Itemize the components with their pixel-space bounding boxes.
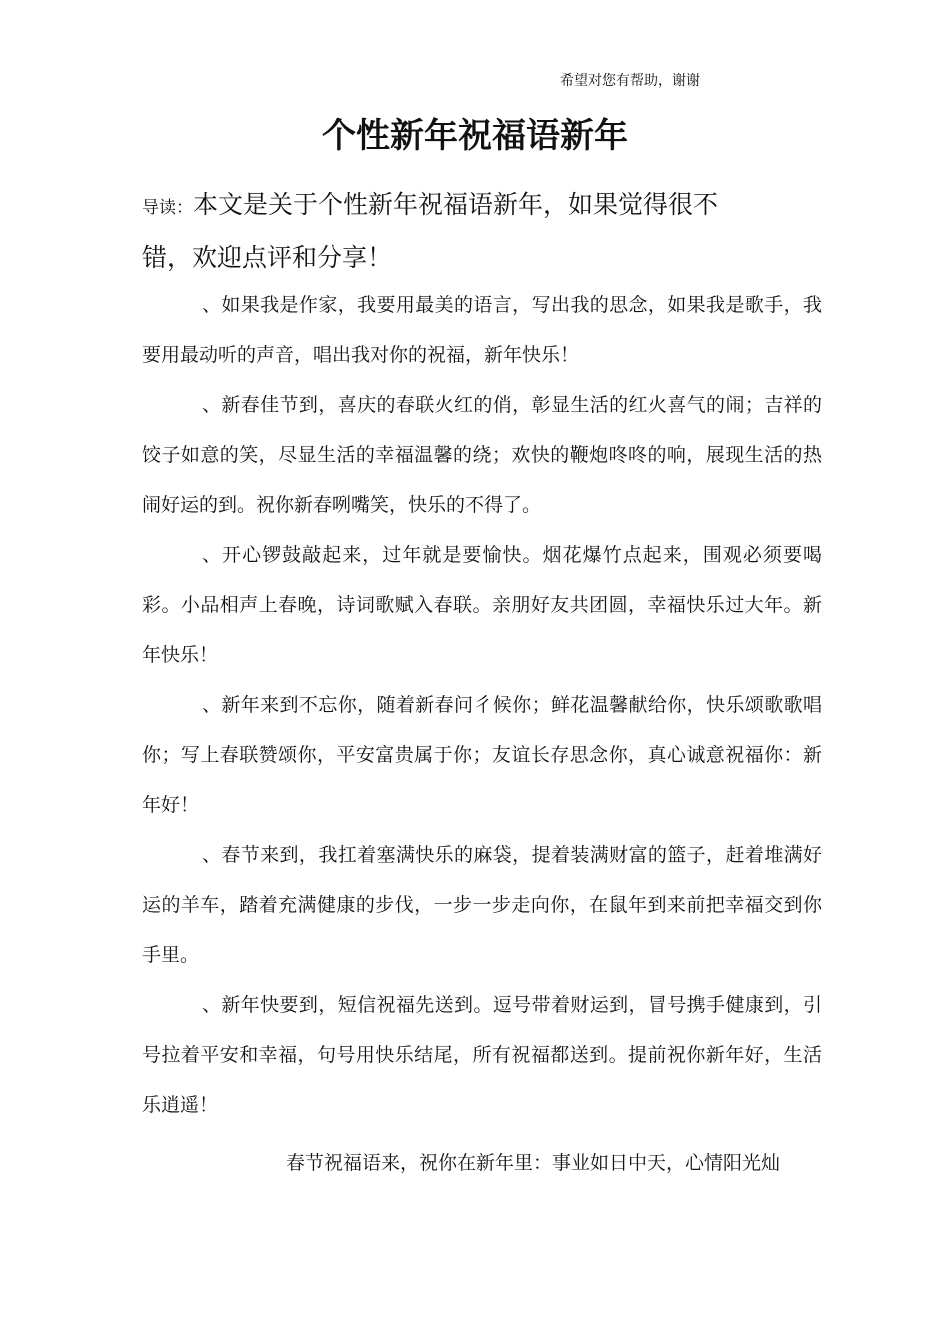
intro-block: [142, 180, 742, 282]
paragraph: 、开心锣鼓敲起来，过年就是要愉快。烟花爆竹点起来，围观必须要喝彩。小品相声上春晚，诗词歌赋入春联。亲朋好友共团圆，幸福快乐过大年。新年快乐！: [142, 544, 822, 666]
document-title: 个性新年祝福语新年: [322, 116, 628, 156]
paragraph: 、新春佳节到，喜庆的春联火红的俏，彰显生活的红火喜气的闹；吉祥的饺子如意的笑，尽显生活的幸福温馨的绕；欢快的鞭炮咚咚的响，展现生活的热闹好运的到。祝你新春咧嘴笑，快乐的不得了。: [142, 394, 822, 516]
paragraph: 、新年来到不忘你，随着新春问彳候你；鲜花温馨献给你，快乐颂歌歌唱你；写上春联赞颂你，平安富贵属于你；友谊长存思念你，真心诚意祝福你：新年好！: [142, 694, 822, 816]
intro-text: 本文是关于个性新年祝福语新年，如果觉得很不错，欢迎点评和分享！: [142, 190, 719, 272]
header-note: 希望对您有帮助，谢谢: [560, 73, 700, 89]
paragraph: 、春节来到，我扛着塞满快乐的麻袋，提着装满财富的篮子，赶着堆满好运的羊车，踏着充满健康的步伐，一步一步走向你，在鼠年到来前把幸福交到你手里。: [142, 844, 822, 966]
intro-label: 导读：: [142, 198, 193, 218]
body-text: [142, 280, 822, 1130]
paragraph: 、如果我是作家，我要用最美的语言，写出我的思念，如果我是歌手，我要用最动听的声音，唱出我对你的祝福，新年快乐！: [142, 294, 822, 366]
closing-line: 春节祝福语来，祝你在新年里：事业如日中天，心情阳光灿: [286, 1152, 781, 1174]
paragraph: 、新年快要到，短信祝福先送到。逗号带着财运到，冒号携手健康到，引号拉着平安和幸福，句号用快乐结尾，所有祝福都送到。提前祝你新年好，生活乐逍遥！: [142, 994, 822, 1116]
